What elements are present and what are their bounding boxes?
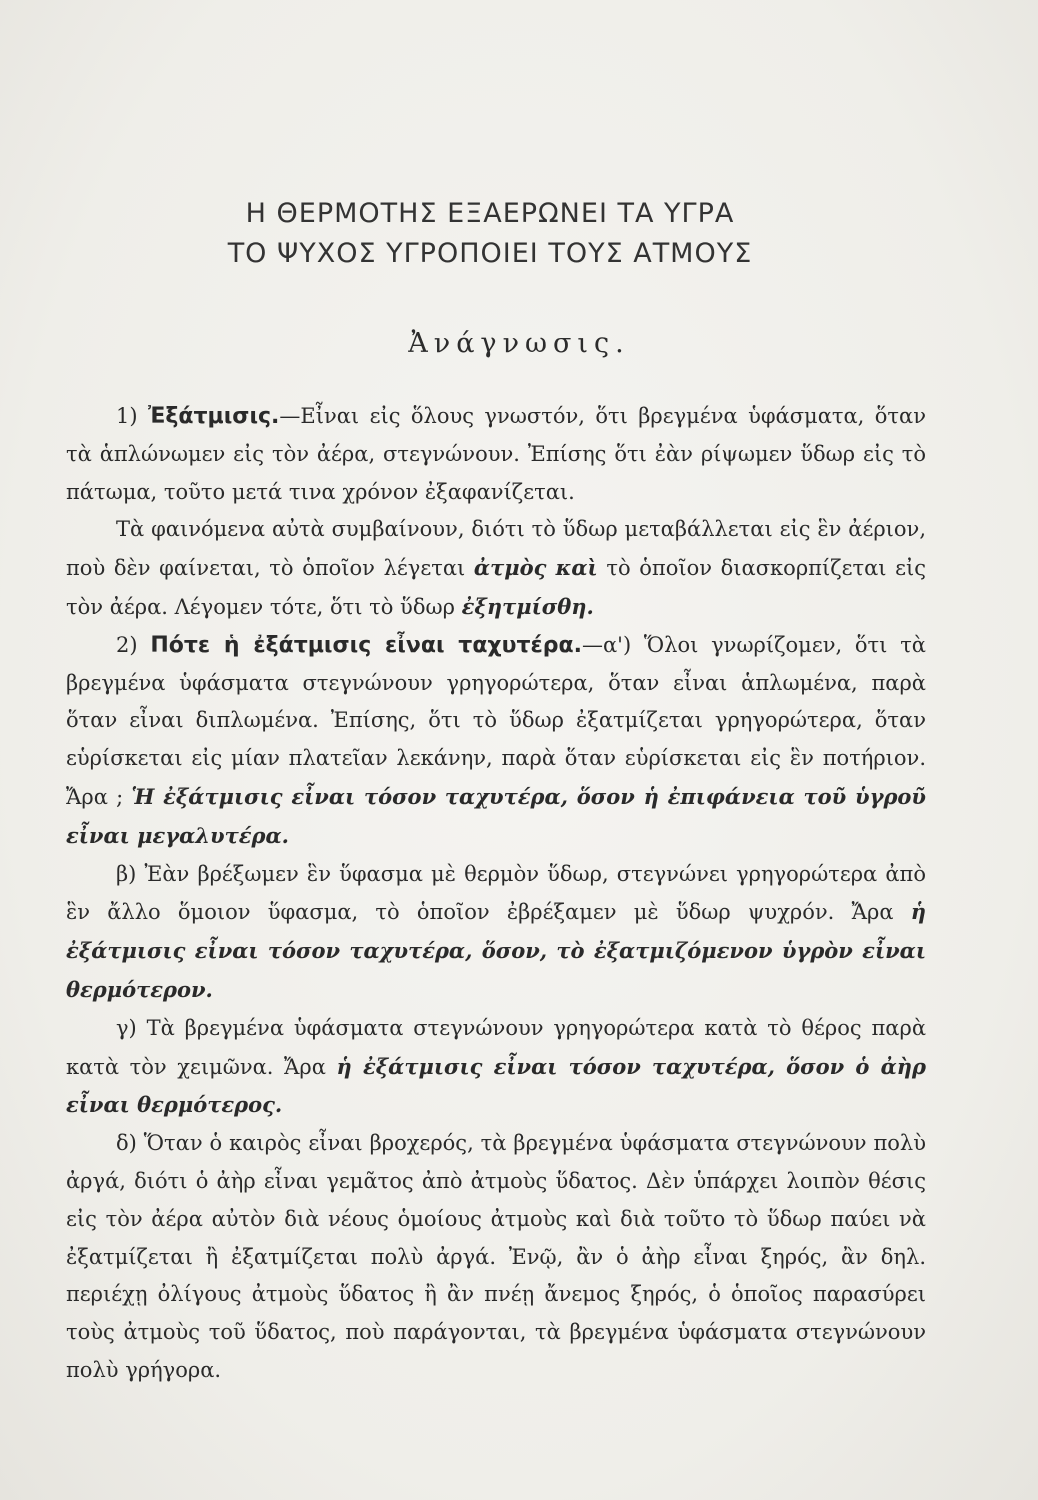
paragraph-text: γ) Τὰ βρεγμένα ὑφάσματα στεγνώνουν γρηγορώτερα κατὰ τὸ θέρος παρὰ κατὰ τὸν χειμῶνα. Ἄρα — [66, 1015, 926, 1079]
emphasis-text: ἡ ἐξάτμισις εἶναι τόσον ταχυτέρα, ὅσον, τὸ ἐξατμιζόμενον ὑγρὸν εἶναι θερμότερον. — [66, 899, 926, 1002]
title-line-1: Η ΘΕΡΜΟΤΗΣ ΕΞΑΕΡΩΝΕΙ ΤΑ ΥΓΡΑ — [245, 198, 735, 229]
section-subtitle: Ἀνάγνωσις. — [408, 328, 630, 359]
paragraph-speed-gamma — [66, 1010, 926, 1125]
emphasis-text: ἀτμὸς καὶ — [473, 555, 598, 581]
paragraph-text: —Εἶναι εἰς ὅλους γνωστόν, ὅτι βρεγμένα ὑφάσματα, ὅταν τὰ ἁπλώνωμεν εἰς τὸν ἀέρα, στεγνώνουν. Ἐπίσης ὅτι ἐὰν ρίψωμεν ὕδωρ εἰς τὸ πάτωμα, τοῦτο μετά τινα χρόνον ἐξαφανίζεται. — [66, 404, 926, 504]
paragraph-text: β) Ἐὰν βρέξωμεν ἓν ὕφασμα μὲ θερμὸν ὕδωρ, στεγνώνει γρηγορώτερα ἀπὸ ἓν ἄλλο ὅμοιον ὕφασμα, τὸ ὁποῖον ἐβρέξαμεν μὲ ὕδωρ ψυχρόν. Ἄρα — [66, 861, 926, 925]
heading-evaporation: Ἐξάτμισις. — [147, 404, 280, 429]
emphasis-text: ἡ ἐξάτμισις εἶναι τόσον ταχυτέρα, ὅσον ὁ ἀὴρ εἶναι θερμότερος. — [66, 1053, 926, 1118]
paragraph-text: δ) Ὅταν ὁ καιρὸς εἶναι βροχερός, τὰ βρεγμένα ὑφάσματα στεγνώνουν πολὺ ἀργά, διότι ὁ ἀὴρ εἶναι γεμᾶτος ἀπὸ ἀτμοὺς ὕδατος. Δὲν ὑπάρχει λοιπὸν θέσις εἰς τὸν ἀέρα αὐτὸν διὰ νέους ὁμοίους ἀτμοὺς καὶ διὰ τοῦτο τὸ ὕδωρ παύει νὰ ἐξατμίζεται ἢ ἐξατμίζεται πολὺ ἀργά. Ἐνῷ, ἂν ὁ ἀὴρ εἶναι ξηρός, ἂν δηλ. περιέχῃ ὀλίγους ἀτμοὺς ὕδατος ἢ ἂν πνέῃ ἄνεμος ξηρός, ὁ ὁποῖος παρασύρει τοὺς ἀτμοὺς τοῦ ὕδατος, ποὺ παράγονται, τὰ βρεγμένα ὑφάσματα στεγνώνουν πολὺ γρήγορα. — [66, 1131, 926, 1382]
heading-speed: Πότε ἡ ἐξάτμισις εἶναι ταχυτέρα. — [150, 632, 582, 658]
paragraph-text: Τὰ φαινόμενα αὐτὰ συμβαίνουν, διότι τὸ ὕδωρ μεταβάλλεται εἰς ἓν ἀέριον, ποὺ δὲν φαίνεται, τὸ ὁποῖον λέγεται — [66, 517, 926, 581]
emphasis-text: Ἡ ἐξάτμισις εἶναι τόσον ταχυτέρα, ὅσον ἡ ἐπιφάνεια τοῦ ὑγροῦ εἶναι μεγαλυτέρα. — [66, 783, 926, 848]
paragraph-evaporation — [66, 398, 926, 511]
section-number-1: 1) — [116, 404, 148, 428]
paragraph-speed-delta — [66, 1125, 926, 1390]
emphasis-text: ἐξητμίσθη. — [461, 593, 594, 619]
paragraph-text: τὸ ὁποῖον διασκορπίζεται εἰς τὸν ἀέρα. Λέγομεν τότε, ὅτι τὸ ὕδωρ — [66, 556, 927, 619]
paragraph-text: —α') Ὅλοι γνωρίζομεν, ὅτι τὰ βρεγμένα ὑφάσματα στεγνώνουν γρηγορώτερα, ὅταν εἶναι ἁπλωμένα, παρὰ ὅταν εἶναι διπλωμένα. Ἐπίσης, ὅτι τὸ ὕδωρ ἐξατμίζεται γρηγορώτερα, ὅταν εὑρίσκεται εἰς μίαν πλατεῖαν λεκάνην, παρὰ ὅταν εὑρίσκεται εἰς ἓν ποτήριον. Ἄρα ; — [66, 632, 926, 809]
section-number-2: 2) — [116, 632, 151, 657]
paragraph-speed-alpha — [66, 627, 926, 856]
title-line-2: ΤΟ ΨΥΧΟΣ ΥΓΡΟΠΟΙΕΙ ΤΟΥΣ ΑΤΜΟΥΣ — [227, 238, 753, 269]
paragraph-phenomena — [66, 511, 926, 626]
body-text — [66, 398, 926, 1390]
paragraph-speed-beta — [66, 856, 926, 1010]
